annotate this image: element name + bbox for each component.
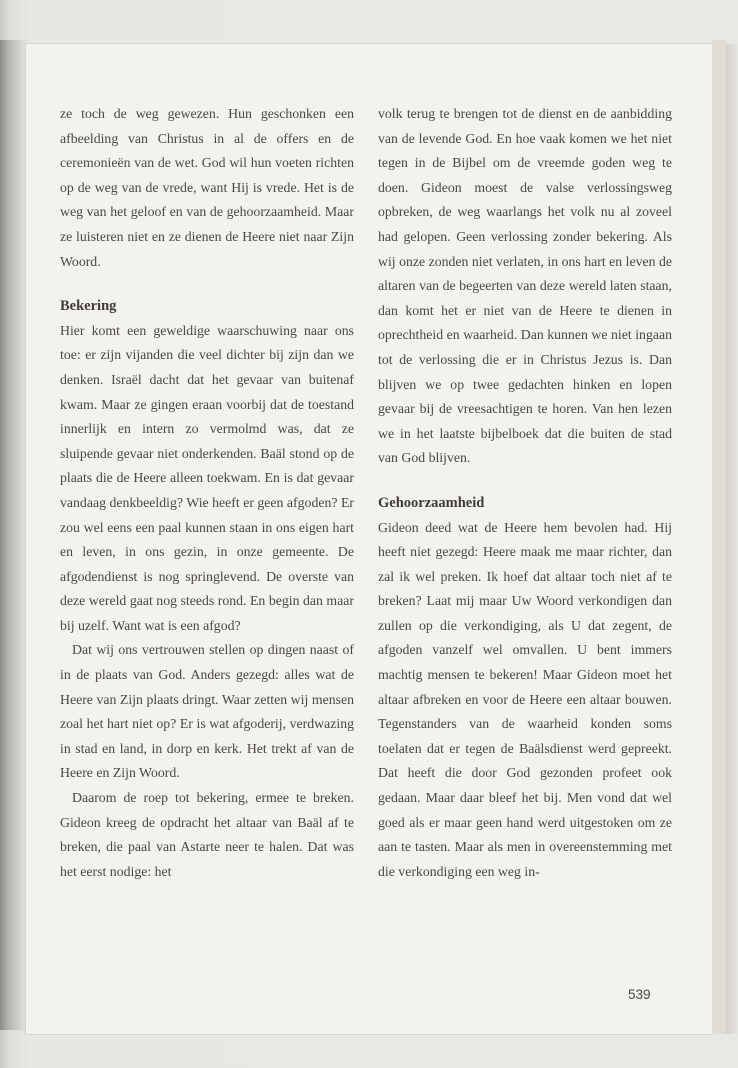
left-paragraph-4: Daarom de roep tot bekering, ermee te breken. Gideon kreeg de opdracht het altaar van Baäl af te breken, die paal van Astarte neer te halen. Dat was het eerst nodige: het: [60, 790, 354, 879]
page-number: 539: [628, 987, 651, 1002]
page-edges-outer: [726, 44, 738, 1034]
section-heading-gehoorzaamheid: Gehoorzaamheid: [378, 494, 485, 511]
page-edges: [712, 40, 726, 1034]
left-text-column: [60, 102, 354, 884]
right-text-column: [378, 102, 672, 884]
right-paragraph-2: Gideon deed wat de Heere hem bevolen had. Hij heeft niet gezegd: Heere maak me maar richter, dan zal ik wel preken. Ik hoef dat altaar toch niet af te breken? Laat mij maar Uw Woord verkondigen dan zullen op die verkondiging, als U dat zegent, de afgoden vanzelf wel omvallen. U bent immers machtig mensen te bekeren! Maar Gideon moet het altaar afbreken en voor de Heere een altaar bouwen. Tegenstanders van de waarheid konden soms toelaten dat er tegen de Baälsdienst werd gepreekt. Dat heeft die door God gezonden profeet ook gedaan. Maar daar bleef het bij. Men vond dat wel goed als er maar geen hand werd uitgestoken om ze aan te tasten. Maar als men in overeenstemming met die verkondiging een weg in-: [378, 519, 672, 879]
right-paragraph-1: volk terug te brengen tot de dienst en de aanbidding van de levende God. En hoe vaak komen we het niet tegen in de Bijbel om de vreemde goden weg te doen. Gideon moest de valse verlossingsweg opbreken, de weg waarlangs het volk nu al zoveel had gelopen. Geen verlossing zonder bekering. Als wij onze zonden niet verlaten, in ons hart en leven de altaren van de begeerten van deze wereld laten staan, dan komt het er niet van de Heere te dienen in oprechtheid en waarheid. Dan kunnen we niet ingaan tot de verlossing die er in Christus Jezus is. Dan blijven we op twee gedachten hinken en lopen gevaar bij de vreesachtigen te horen. Van hen lezen we in het laatste bijbelboek dat die buiten de stad van God blijven.: [378, 106, 672, 466]
left-paragraph-3: Dat wij ons vertrouwen stellen op dingen naast of in de plaats van God. Anders gezegd: alles wat de Heere van Zijn plaats dringt. Waar zetten wij mensen zoal het hart niet op? Er is wat afgoderij, verdwazing in stad en land, in dorp en kerk. Het trekt af van de Heere en Zijn Woord.: [60, 642, 354, 781]
left-paragraph-2: Hier komt een geweldige waarschuwing naar ons toe: er zijn vijanden die veel dichter bij zijn dan we denken. Israël dacht dat het gevaar van buitenaf kwam. Maar ze gingen eraan voorbij dat de toestand innerlijk en intern zo vermolmd was, dat ze sluipende gevaar niet onderkenden. Baäl stond op de plaats die de Heere alleen toekwam. En is dat gevaar vandaag denkbeeldig? Wie heeft er geen afgoden? Er zou wel eens een paal kunnen staan in ons eigen hart en leven, in ons gezin, in onze gemeente. De afgodendienst is nog springlevend. De overste van deze wereld gaat nog steeds rond. En begin dan maar bij uzelf. Want wat is een afgod?: [60, 322, 354, 633]
left-paragraph-1: ze toch de weg gewezen. Hun geschonken een afbeelding van Christus in al de offers en de ceremonieën van de wet. God wil hun voeten richten op de weg van de vrede, want Hij is vrede. Het is de weg van het geloof en van de gehoorzaamheid. Maar ze luisteren niet en ze dienen de Heere niet naar Zijn Woord.: [60, 106, 354, 269]
section-heading-bekering: Bekering: [60, 298, 117, 315]
